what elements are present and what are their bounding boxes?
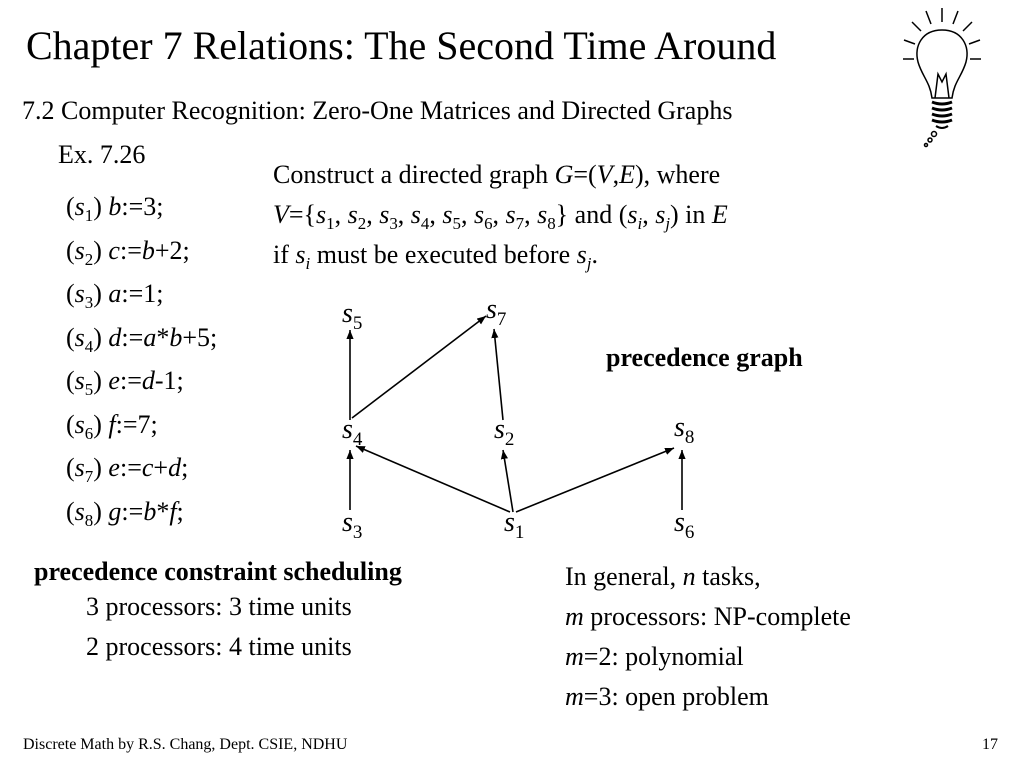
page-number: 17 [982, 736, 998, 753]
edge-s1-s4 [356, 446, 510, 512]
node-s7: $s_7$ [486, 294, 507, 330]
node-s4: $s_4$ [342, 414, 363, 450]
node-s3: $s_3$ [342, 507, 363, 543]
complexity-line-3: m=2: polynomial [565, 642, 744, 671]
schedule-line-2: 2 processors: 4 time units [86, 632, 352, 661]
edge-s2-s7 [494, 329, 503, 420]
node-s6: $s_6$ [674, 507, 695, 543]
complexity-line-1: In general, n tasks, [565, 562, 761, 591]
edge-s4-s7 [352, 316, 486, 418]
statement-6: $(s_6)$ f:=7; [66, 409, 158, 443]
complexity-notes [565, 557, 851, 717]
statement-5: $(s_5)$ e:=d-1; [66, 366, 184, 399]
example-label: Ex. 7.26 [58, 140, 146, 169]
node-s8: $s_8$ [674, 412, 695, 448]
statement-8: $(s_8)$ g:=b*f; [66, 496, 184, 530]
node-s1: $s_1$ [504, 507, 525, 543]
statement-7: $(s_7)$ e:=c+d; [66, 453, 189, 486]
definition-line-2: $V=\{s_1$, $s_2$, $s_3$, $s_4$, $s_5$, $s_6$, $s_7$, $s_8$} and ($s_i$, $s_j$) in E [273, 200, 728, 233]
definition-line-1: Construct a directed graph G=(V,E), where [273, 160, 721, 189]
statement-1: $(s_1)$ b:=3; [66, 192, 164, 225]
edge-s1-s8 [516, 448, 674, 512]
node-s5: $s_5$ [342, 298, 363, 334]
edge-s1-s2 [503, 450, 513, 512]
scheduling-label: precedence constraint scheduling [34, 557, 402, 586]
complexity-line-4: m=3: open problem [565, 682, 769, 711]
schedule-line-1: 3 processors: 3 time units [86, 592, 352, 621]
node-s2: $s_2$ [494, 414, 515, 450]
section-subtitle: 7.2 Computer Recognition: Zero-One Matrices and Directed Graphs [22, 96, 733, 125]
precedence-graph-label: precedence graph [606, 343, 803, 372]
slide-title: Chapter 7 Relations: The Second Time Around [26, 23, 777, 68]
statement-2: $(s_2)$ c:=b+2; [66, 235, 190, 269]
complexity-line-2: m processors: NP-complete [565, 602, 851, 631]
definition-line-3: if $s_i$ must be executed before $s_j$. [273, 240, 598, 273]
footer-text: Discrete Math by R.S. Chang, Dept. CSIE, NDHU [23, 736, 348, 753]
statement-3: $(s_3)$ a:=1; [66, 279, 164, 312]
statement-4: $(s_4)$ d:=a*b+5; [66, 322, 218, 356]
